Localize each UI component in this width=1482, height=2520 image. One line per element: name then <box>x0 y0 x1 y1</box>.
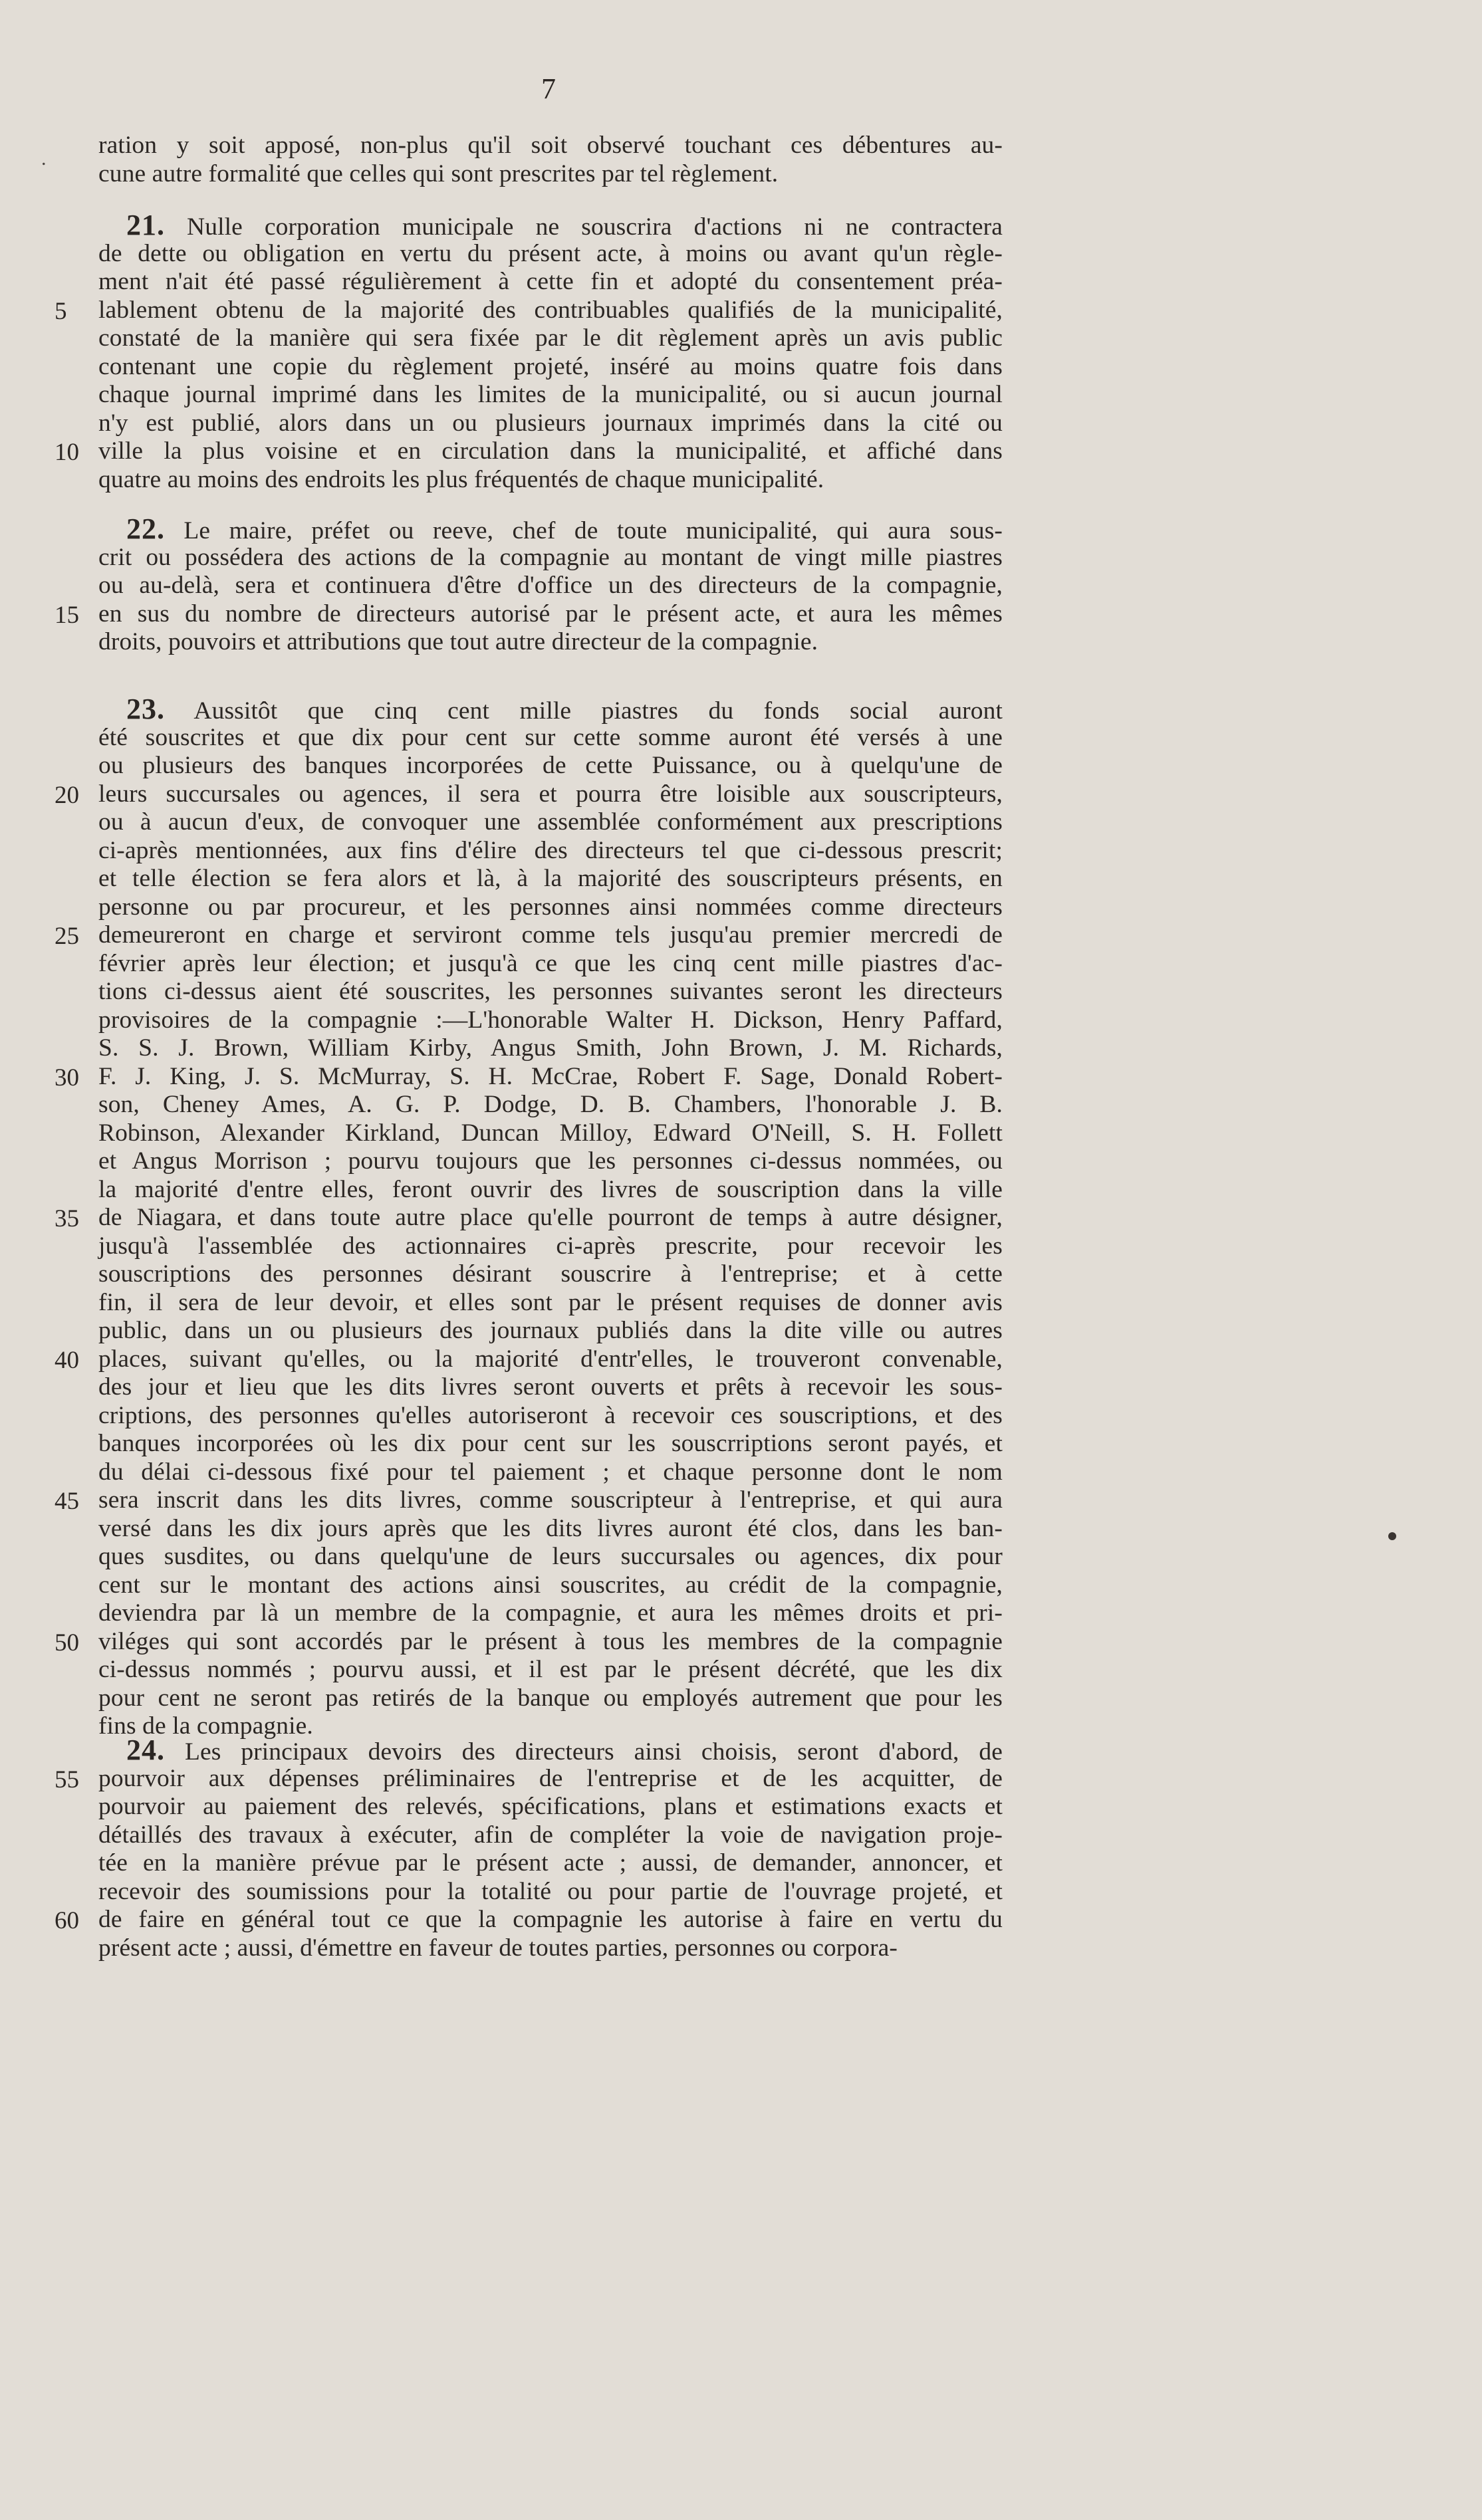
margin-line-number: 25 <box>55 923 79 950</box>
margin-line-number: 45 <box>55 1488 79 1515</box>
text-line-content: Aussitôt que cinq cent mille piastres du fonds social auront <box>165 697 1003 725</box>
text-line: et telle élection se fera alors et là, à la majorité des souscripteurs présents, en <box>98 865 1003 892</box>
margin-line-number: 10 <box>55 439 79 466</box>
text-line: droits, pouvoirs et attributions que tout autre directeur de la compagnie. <box>98 628 818 655</box>
text-line: Robinson, Alexander Kirkland, Duncan Milloy, Edward O'Neill, S. H. Follett <box>98 1119 1003 1147</box>
text-line: chaque journal imprimé dans les limites de la municipalité, ou si aucun journal <box>98 381 1003 408</box>
text-line: ci-après mentionnées, aux fins d'élire des directeurs tel que ci-dessous prescrit; <box>98 837 1003 864</box>
ink-spot <box>1388 1532 1396 1540</box>
text-line: lablement obtenu de la majorité des contribuables qualifiés de la municipalité, <box>98 296 1003 324</box>
text-line: crit ou possédera des actions de la compagnie au montant de vingt mille piastres <box>98 544 1003 571</box>
text-line: public, dans un ou plusieurs des journaux publiés dans la dite ville ou autres <box>98 1317 1003 1344</box>
text-line: ment n'ait été passé régulièrement à cette fin et adopté du consentement préa- <box>98 268 1003 295</box>
text-line <box>98 211 1003 241</box>
text-line: banques incorporées où les dix pour cent sur les souscrriptions seront payés, et <box>98 1430 1003 1457</box>
text-line: recevoir des soumissions pour la totalité ou pour partie de l'ouvrage projeté, et <box>98 1878 1003 1905</box>
text-line: du délai ci-dessous fixé pour tel paiement ; et chaque personne dont le nom <box>98 1458 1003 1486</box>
margin-line-number: 55 <box>55 1766 79 1793</box>
text-line: ques susdites, ou dans quelqu'une de leurs succursales ou agences, dix pour <box>98 1543 1003 1570</box>
text-line: ou au-delà, sera et continuera d'être d'office un des directeurs de la compagnie, <box>98 572 1003 599</box>
margin-line-number: 50 <box>55 1629 79 1657</box>
text-line-content: Nulle corporation municipale ne souscrira d'actions ni ne contractera <box>165 213 1003 241</box>
text-line: été souscrites et que dix pour cent sur cette somme auront été versés à une <box>98 724 1003 751</box>
text-line: leurs succursales ou agences, il sera et pourra être loisible aux souscripteurs, <box>98 780 1003 808</box>
text-line: F. J. King, J. S. McMurray, S. H. McCrae, Robert F. Sage, Donald Robert- <box>98 1063 1003 1090</box>
text-line-content: Les principaux devoirs des directeurs ainsi choisis, seront d'abord, de <box>165 1738 1003 1766</box>
section-number: 23. <box>126 693 165 725</box>
margin-line-number: 30 <box>55 1064 79 1091</box>
text-line: la majorité d'entre elles, feront ouvrir des livres de souscription dans la ville <box>98 1176 1003 1203</box>
text-line: criptions, des personnes qu'elles autoriseront à recevoir ces souscriptions, et des <box>98 1402 1003 1429</box>
text-line: détaillés des travaux à exécuter, afin de compléter la voie de navigation proje- <box>98 1821 1003 1849</box>
margin-line-number: 5 <box>55 298 67 325</box>
text-line: personne ou par procureur, et les personnes ainsi nommées comme directeurs <box>98 893 1003 921</box>
text-line: ou à aucun d'eux, de convoquer une assemblée conformément aux prescriptions <box>98 808 1003 836</box>
section-number: 21. <box>126 209 165 241</box>
text-line-content: Le maire, préfet ou reeve, chef de toute municipalité, qui aura sous- <box>165 517 1003 544</box>
text-line: et Angus Morrison ; pourvu toujours que les personnes ci-dessus nommées, ou <box>98 1147 1003 1175</box>
text-line: fins de la compagnie. <box>98 1712 313 1740</box>
section-number: 22. <box>126 513 165 545</box>
text-line: ville la plus voisine et en circulation dans la municipalité, et affiché dans <box>98 437 1003 465</box>
text-line: contenant une copie du règlement projeté, inséré au moins quatre fois dans <box>98 353 1003 380</box>
text-line: ou plusieurs des banques incorporées de cette Puissance, ou à quelqu'une de <box>98 752 1003 779</box>
text-line <box>98 515 1003 545</box>
section-number: 24. <box>126 1734 165 1766</box>
text-line: places, suivant qu'elles, ou la majorité d'entr'elles, le trouveront convenable, <box>98 1345 1003 1373</box>
text-line: ci-dessus nommés ; pourvu aussi, et il est par le présent décrété, que les dix <box>98 1656 1003 1683</box>
text-line <box>98 695 1003 725</box>
text-line: pour cent ne seront pas retirés de la banque ou employés autrement que pour les <box>98 1684 1003 1712</box>
margin-mark: . <box>41 148 47 170</box>
text-line: cune autre formalité que celles qui sont prescrites par tel règlement. <box>98 160 779 187</box>
text-line: quatre au moins des endroits les plus fréquentés de chaque municipalité. <box>98 466 824 493</box>
margin-line-number: 35 <box>55 1205 79 1232</box>
text-line: viléges qui sont accordés par le présent à tous les membres de la compagnie <box>98 1628 1003 1655</box>
text-line: n'y est publié, alors dans un ou plusieurs journaux imprimés dans la cité ou <box>98 409 1003 437</box>
text-line: de faire en général tout ce que la compagnie les autorise à faire en vertu du <box>98 1906 1003 1933</box>
text-line: de dette ou obligation en vertu du présent acte, à moins ou avant qu'un règle- <box>98 240 1003 267</box>
text-line: pourvoir aux dépenses préliminaires de l'entreprise et de les acquitter, de <box>98 1765 1003 1792</box>
text-line: tions ci-dessus aient été souscrites, les personnes suivantes seront les directeurs <box>98 978 1003 1005</box>
text-line: sera inscrit dans les dits livres, comme souscripteur à l'entreprise, et qui aura <box>98 1486 1003 1514</box>
text-line: versé dans les dix jours après que les dits livres auront été clos, dans les ban- <box>98 1515 1003 1542</box>
text-line: de Niagara, et dans toute autre place qu'elle pourront de temps à autre désigner, <box>98 1204 1003 1231</box>
margin-line-number: 40 <box>55 1347 79 1374</box>
text-line <box>98 1736 1003 1766</box>
margin-line-number: 60 <box>55 1907 79 1934</box>
text-line: S. S. J. Brown, William Kirby, Angus Smith, John Brown, J. M. Richards, <box>98 1034 1003 1062</box>
text-line: en sus du nombre de directeurs autorisé par le présent acte, et aura les mêmes <box>98 600 1003 628</box>
margin-line-number: 15 <box>55 602 79 629</box>
text-line: constaté de la manière qui sera fixée par le dit règlement après un avis public <box>98 324 1003 352</box>
text-line: présent acte ; aussi, d'émettre en faveur de toutes parties, personnes ou corpora- <box>98 1934 898 1962</box>
text-line: deviendra par là un membre de la compagnie, et aura les mêmes droits et pri- <box>98 1599 1003 1627</box>
text-line: tée en la manière prévue par le présent acte ; aussi, de demander, annoncer, et <box>98 1849 1003 1877</box>
text-line: ration y soit apposé, non-plus qu'il soit observé touchant ces débentures au- <box>98 132 1003 159</box>
text-line: février après leur élection; et jusqu'à ce que les cinq cent mille piastres d'ac- <box>98 950 1003 977</box>
text-line: des jour et lieu que les dits livres seront ouverts et prêts à recevoir les sous- <box>98 1373 1003 1401</box>
text-line: jusqu'à l'assemblée des actionnaires ci-après prescrite, pour recevoir les <box>98 1232 1003 1260</box>
text-line: souscriptions des personnes désirant souscrire à l'entreprise; et à cette <box>98 1260 1003 1288</box>
text-line: pourvoir au paiement des relevés, spécifications, plans et estimations exacts et <box>98 1793 1003 1820</box>
text-line: provisoires de la compagnie :—L'honorable Walter H. Dickson, Henry Paffard, <box>98 1006 1003 1034</box>
text-line: fin, il sera de leur devoir, et elles sont par le présent requises de donner avis <box>98 1289 1003 1316</box>
text-line: son, Cheney Ames, A. G. P. Dodge, D. B. Chambers, l'honorable J. B. <box>98 1091 1003 1118</box>
text-line: cent sur le montant des actions ainsi souscrites, au crédit de la compagnie, <box>98 1571 1003 1599</box>
margin-line-number: 20 <box>55 782 79 809</box>
page-number: 7 <box>541 72 556 105</box>
text-line: demeureront en charge et serviront comme tels jusqu'au premier mercredi de <box>98 921 1003 949</box>
